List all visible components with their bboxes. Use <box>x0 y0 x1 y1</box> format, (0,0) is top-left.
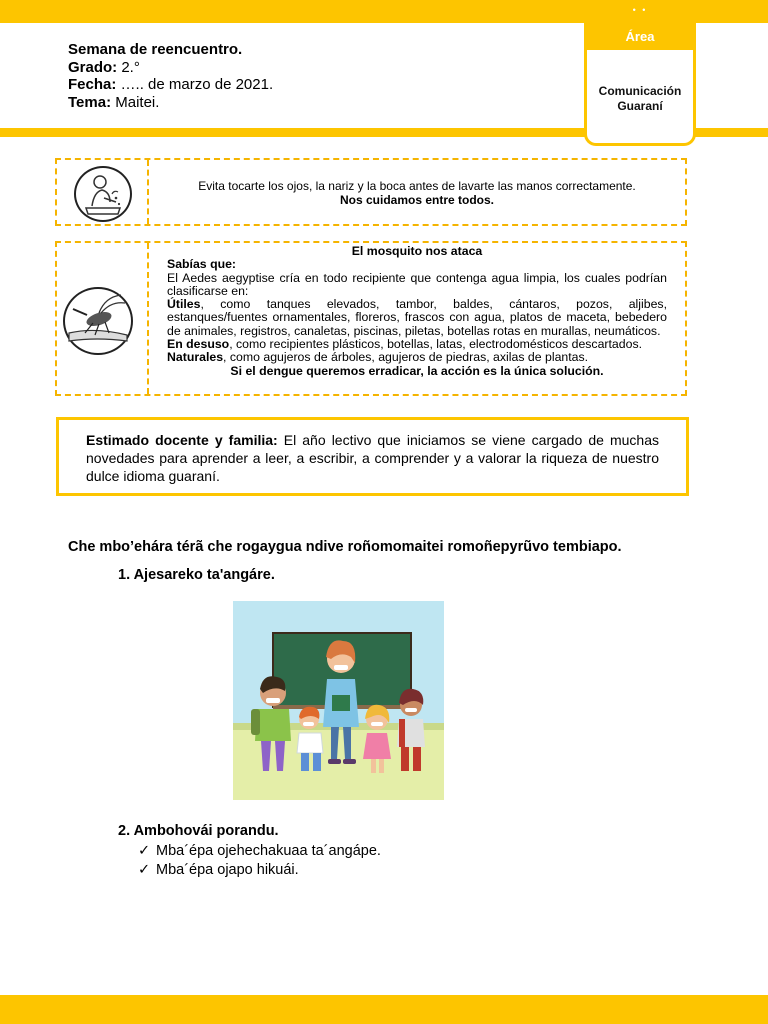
topic-value: Maitei. <box>115 93 160 111</box>
grade-label: Grado: <box>68 58 118 76</box>
topic-label: Tema: <box>68 93 112 111</box>
header-info <box>68 41 273 111</box>
mosquito-utiles <box>167 298 667 338</box>
question-text: Mba´épa ojehechakuaa ta´angápe. <box>156 843 381 859</box>
area-subject-line2: Guaraní <box>617 99 663 113</box>
week-title: Semana de reencuentro. <box>68 41 243 58</box>
question-text: Mba´épa ojapo hikuái. <box>156 862 299 878</box>
mosquito-icon-cell <box>57 243 149 394</box>
area-tab <box>584 0 696 146</box>
bottom-band <box>0 995 768 1024</box>
checkmark-icon: ✓ <box>138 862 151 878</box>
notice-text <box>86 431 659 485</box>
notice-body: El año lectivo que iniciamos se viene cargado de muchas novedades para aprender a leer, a escribir, a comprender y a valorar la riqueza de nuestro dulce idioma guaraní. <box>86 432 659 484</box>
mosquito-naturales <box>167 351 667 364</box>
tip-line2: Nos cuidamos entre todos. <box>339 193 495 207</box>
area-subject-line1: Comunicación <box>598 84 682 98</box>
tip-text <box>149 179 685 207</box>
handwashing-icon <box>74 166 132 222</box>
hygiene-tip-box <box>55 158 687 226</box>
mosquito-icon <box>63 287 133 355</box>
naturales-text: , como agujeros de árboles, agujeros de piedras, axilas de plantas. <box>223 350 589 365</box>
area-dots: • • <box>632 5 648 15</box>
notice-label: Estimado docente y familia: <box>86 432 278 448</box>
family-notice-box <box>56 417 689 496</box>
grade-value: 2.° <box>121 58 140 76</box>
question-item <box>138 861 381 880</box>
desuso-label: En desuso <box>167 337 230 352</box>
mosquito-closing: Si el dengue queremos erradicar, la acción es la única solución. <box>230 363 604 378</box>
classroom-illustration <box>233 601 444 800</box>
date-label: Fecha: <box>68 76 117 93</box>
item-answer: 2. Ambohovái porandu. <box>118 823 279 839</box>
tip-line1: Evita tocarte los ojos, la nariz y la boca antes de lavarte las manos correctamente. <box>198 179 636 193</box>
naturales-label: Naturales <box>167 350 224 365</box>
area-tab-header <box>587 0 693 50</box>
area-subject <box>587 84 693 114</box>
mosquito-title: El mosquito nos ataca <box>351 244 483 258</box>
mosquito-info-box <box>55 241 687 396</box>
utiles-text: , como tanques elevados, tambor, baldes, cántaros, pozos, aljibes, estanques/fuentes ornamentales, floreros, frascos con agua, platos de maceta, bebedero de animales, registros, canaletas, piscinas, piletas, botellas rotas en murallas, neumáticos. <box>167 297 667 338</box>
date-value: ….. de marzo de 2021. <box>120 76 274 93</box>
mosquito-intro: El Aedes aegyptise cría en todo recipiente que contenga agua limpia, los cuales podrían clasificarse en: <box>167 270 667 298</box>
item-observe: 1. Ajesareko ta'angáre. <box>118 567 275 583</box>
mosquito-know-label: Sabías que: <box>167 257 237 272</box>
mosquito-desuso <box>167 338 667 351</box>
tip-icon-cell <box>57 160 149 224</box>
desuso-text: , como recipientes plásticos, botellas, latas, electrodomésticos descartados. <box>229 337 643 352</box>
area-label: Área <box>625 29 655 44</box>
utiles-label: Útiles <box>167 297 201 312</box>
question-list <box>138 842 381 880</box>
mosquito-text <box>167 245 667 378</box>
checkmark-icon: ✓ <box>138 843 151 859</box>
question-item <box>138 842 381 861</box>
instruction: Che mbo’ehára térã che rogaygua ndive roñomomaitei romoñepyrũvo tembiapo. <box>68 539 622 555</box>
